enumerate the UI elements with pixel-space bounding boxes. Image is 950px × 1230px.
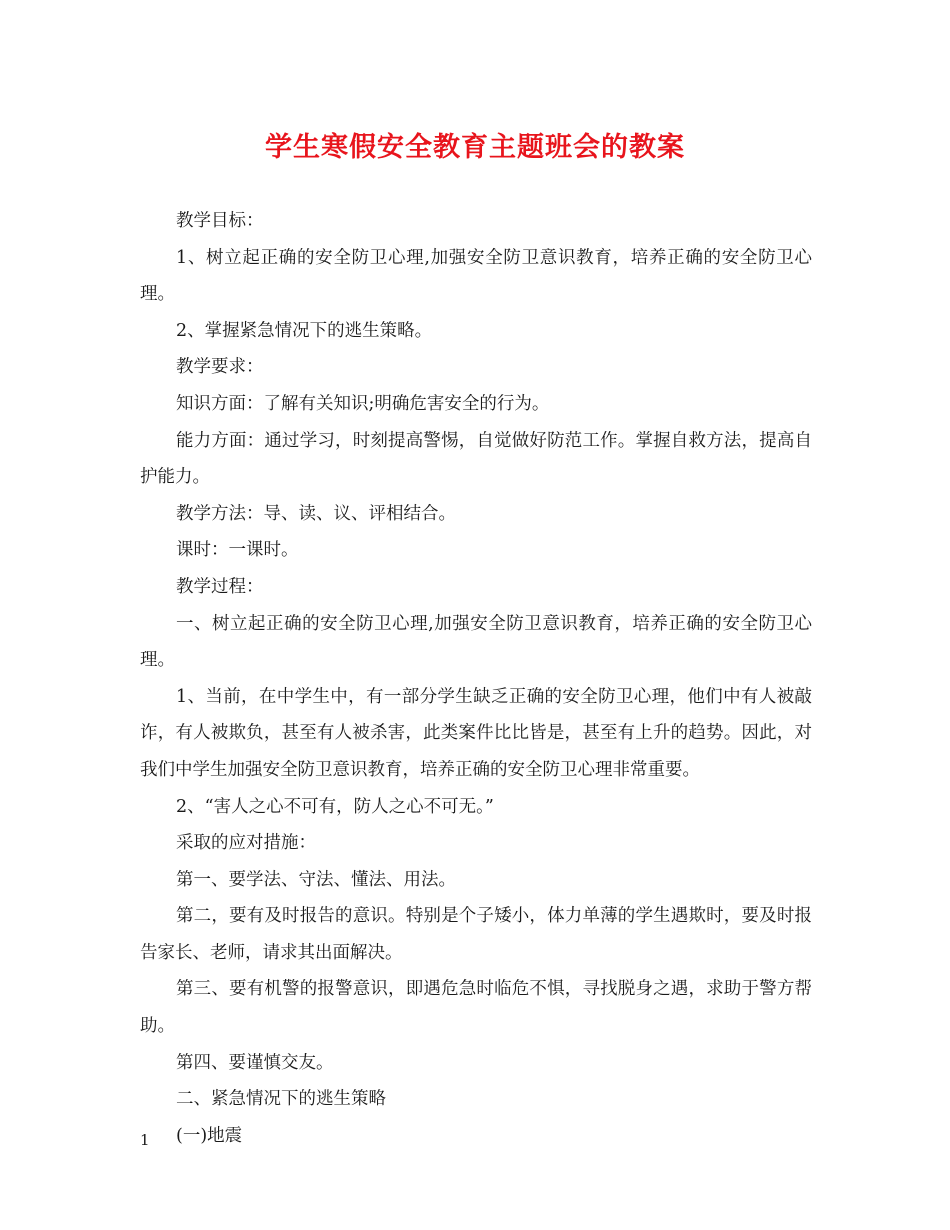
paragraph: 1、当前，在中学生中，有一部分学生缺乏正确的安全防卫心理，他们中有人被敲诈，有人被欺负，甚至有人被杀害，此类案件比比皆是，甚至有上升的趋势。因此，对我们中学生加强安全防卫意识教育，培养正确的安全防卫心理非常重要。 [140,686,812,780]
paragraph: 2、“害人之心不可有，防人之心不可无。” [176,796,494,817]
paragraph: (一)地震 [176,1125,243,1146]
paragraph: 第三、要有机警的报警意识，即遇危急时临危不惧，寻找脱身之遇，求助于警方帮助。 [140,979,812,1037]
paragraph: 教学方法：导、读、议、评相结合。 [176,503,456,524]
paragraph: 采取的应对措施： [176,833,316,854]
paragraph: 第四、要谨慎交友。 [176,1052,334,1073]
paragraph: 1、树立起正确的安全防卫心理,加强安全防卫意识教育，培养正确的安全防卫心理。 [140,247,812,305]
document-title: 学生寒假安全教育主题班会的教案 [265,132,685,163]
paragraph: 能力方面：通过学习，时刻提高警惕，自觉做好防范工作。掌握自救方法，提高自护能力。 [140,430,812,488]
paragraph: 第一、要学法、守法、懂法、用法。 [176,869,456,890]
paragraph: 教学目标： [176,211,264,231]
paragraph: 一、树立起正确的安全防卫心理,加强安全防卫意识教育，培养正确的安全防卫心理。 [140,613,812,671]
paragraph: 课时：一课时。 [176,540,299,561]
document-body [140,203,812,1154]
paragraph: 教学过程： [176,576,264,597]
paragraph: 教学要求： [176,357,264,378]
paragraph: 知识方面：了解有关知识;明确危害安全的行为。 [176,393,550,414]
paragraph: 二、紧急情况下的逃生策略 [176,1089,386,1110]
paragraph: 2、掌握紧急情况下的逃生策略。 [176,320,433,341]
paragraph: 第二，要有及时报告的意识。特别是个子矮小，体力单薄的学生遇欺时，要及时报告家长、老师，请求其出面解决。 [140,906,812,963]
page-number: 1 [140,1131,150,1149]
